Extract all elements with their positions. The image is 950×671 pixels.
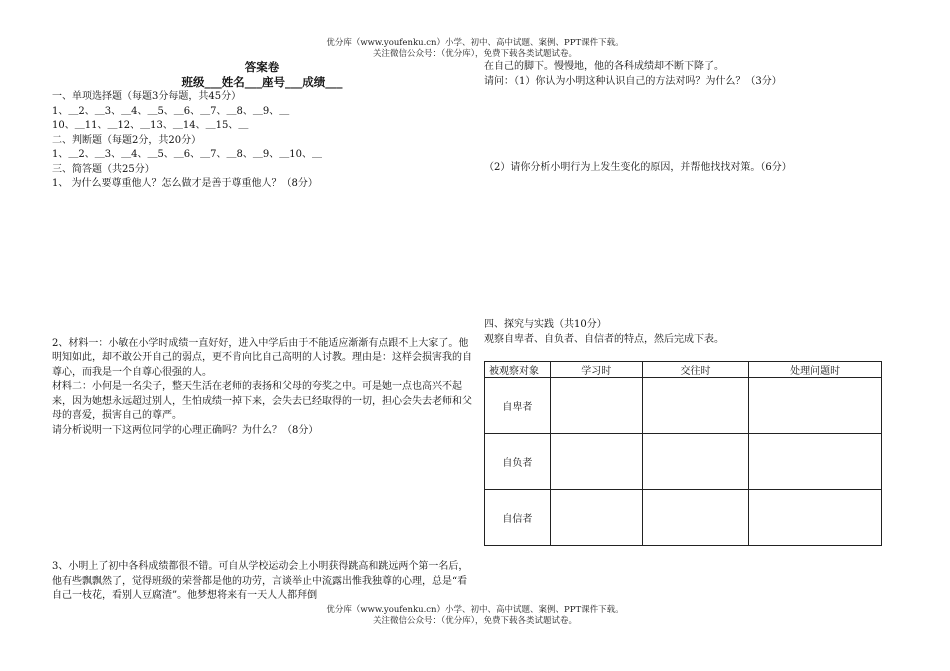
question-1: 1、 为什么要尊重他人？怎么做才是善于尊重他人？（8分） — [52, 178, 318, 189]
section-1-heading: 一、单项选择题（每题3分每题，共45分） — [52, 91, 242, 102]
student-info-line: 班级___姓名___座号___成绩___ — [181, 75, 343, 89]
table-header-problem: 处理问题时 — [749, 362, 882, 378]
header-line-2: 关注微信公众号：（优分库），免费下载各类试题试卷。 — [372, 49, 577, 59]
question-2-material-1: 2、材料一：小敏在小学时成绩一直好好，进入中学后由于不能适应渐渐有点跟不上大家了。他明知如此，却不敢公开自己的弱点，更不肯向比自己高明的人讨教。理由是：这样会损害我的自尊心，而我是一个自尊心很强的人。 — [52, 337, 472, 378]
table-cell — [749, 490, 882, 546]
section-4-block — [484, 318, 904, 347]
table-cell — [550, 378, 642, 434]
table-cell — [642, 434, 749, 490]
question-3-ask-1: 请问：（1）你认为小明这种认识自己的方法对吗？为什么？（3分） — [484, 75, 782, 87]
answer-sheet-title: 答案卷 — [244, 60, 280, 74]
table-row-label: 自卑者 — [485, 378, 551, 434]
page-header — [300, 38, 650, 60]
answer-space-3a — [484, 89, 904, 161]
section-1-answer-row-2: 10、＿11、＿12、＿13、＿14、＿15、＿ — [52, 120, 249, 131]
table-cell — [749, 378, 882, 434]
table-cell — [642, 490, 749, 546]
table-header-subject: 被观察对象 — [485, 362, 551, 378]
page-footer — [300, 605, 650, 627]
table-cell — [550, 490, 642, 546]
table-row-label: 自信者 — [485, 490, 551, 546]
table-row — [485, 434, 882, 490]
section-2-heading: 二、判断题（每题2分，共20分） — [52, 134, 202, 146]
left-column — [52, 60, 472, 604]
section-4-instruction: 观察自卑者、自负者、自信者的特点，然后完成下表。 — [484, 333, 724, 345]
table-header-social: 交往时 — [642, 362, 749, 378]
right-column-top — [484, 60, 904, 176]
section-3-heading: 三、简答题（共25分） — [52, 163, 155, 175]
question-2-material-2: 材料二：小何是一名尖子，整天生活在老师的表扬和父母的夸奖之中。可是她一点也高兴不起来，因为她想永远超过别人，生怕成绩一掉下来，会失去已经取得的一切，担心会失去老师和父母的喜爱，损害自己的尊严。 — [52, 381, 472, 421]
question-3: 3、小明上了初中各科成绩都很不错。可自从学校运动会上小明获得跳高和跳远两个第一名后，他有些飘飘然了，觉得班级的荣誉都是他的功劳，言谈举止中流露出惟我独尊的心理，总是“看自己一枝花，看别人豆腐渣”。他梦想将来有一天人人都拜倒 — [52, 561, 469, 601]
answer-space-2 — [52, 438, 472, 560]
section-4-heading: 四、探究与实践（共10分） — [484, 319, 607, 330]
table-cell — [749, 434, 882, 490]
table-header-study: 学习时 — [550, 362, 642, 378]
table-cell — [550, 434, 642, 490]
table-cell — [642, 378, 749, 434]
header-line-1: 优分库（www.youfenku.cn）小学、初中、高中试题、案例、PPT课件下载。 — [326, 38, 624, 48]
question-2-ask: 请分析说明一下这两位同学的心理正确吗？为什么？（8分） — [52, 424, 319, 436]
footer-line-1: 优分库（www.youfenku.cn）小学、初中、高中试题、案例、PPT课件下载。 — [326, 605, 624, 615]
answer-space-1 — [52, 192, 472, 337]
observation-table — [484, 361, 882, 546]
question-3-ask-2: （2）请你分析小明行为上发生变化的原因，并帮他找找对策。（6分） — [484, 162, 792, 173]
question-3-continued: 在自己的脚下。慢慢地，他的各科成绩却不断下降了。 — [484, 61, 724, 72]
table-row-label: 自负者 — [485, 434, 551, 490]
section-2-answer-row-1: 1、＿2、＿3、＿4、＿5、＿6、＿7、＿8、＿9、＿10、＿ — [52, 149, 322, 160]
section-1-answer-row-1: 1、＿2、＿3、＿4、＿5、＿6、＿7、＿8、＿9、＿ — [52, 105, 290, 117]
footer-line-2: 关注微信公众号：（优分库），免费下载各类试题试卷。 — [372, 616, 577, 626]
table-header-row — [485, 362, 882, 378]
table-row — [485, 490, 882, 546]
table-row — [485, 378, 882, 434]
